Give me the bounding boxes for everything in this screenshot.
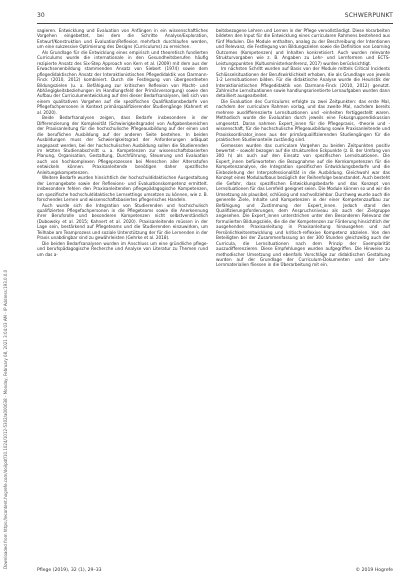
paragraph: Gemessen wurden das curriculare Vorgehen zu beiden Zeitpunkten positiv bewertet – sowohl bezogen auf die strukturellen Eckpunkte (z. B. der Umfang von 300 h) als auch auf den Einsatz von spezifischen Lernsituationen. Die Expert_innen befürworteten die Bezugnahme auf die Kernkompetenzen für die Kompetenzanalyse, die Integration spezifischen Entwicklungsbedarfe und die Einbeziehung der Interprofessionalität in die Ausbildung. Gleichwohl war das Konzept eines Modulaufbaus bezüglich der Reihenfolge beanstandet. Auch besteht die Gefahr, dass spezifischen Entwicklungsbedarfe und das Konzept von Lernsituationen für das Lernfeld geeignet seien. Die Module können so und wir die Umsetzung als plausibel, schlüssig und nachvollziehbar. Durchweg wurde auch die generelle Ziele, Inhalte und Kompetenzen in der einer Kompetenzaufbau zur Befähigung und Zustimmung der Expert_innen. Jedoch stand den Qualifizierungsforderungen, dem Anspruchsniveau als auch der Zielgruppe angesehen. Die Expert_innen unterstrichen unter den Besonderen Relevanz der formulierten Bildungsziele, die die der Kompetenzen zur Förderung hinsichtlich der ausgehenden Praxisanleitung in Praxisanleitung hinausgehen und auf Persönlichkeitsentwicklung und kritisch-reflexive Kompetenz abzielen. Von den Beteiligten bei der Zusammenfassung an der 300 Stunden gleichzeitig auch der Curricula, die Lernsituationen nach dem Prinzip der Exemplarität auszudifferenzieren. Diese Empfehlungen wurden aufgegriffen. Die Hinweise zu methodischer Umsetzung und ebenfalls Vorschläge zur didaktischen Gestaltung wurden auf der Grundlage der Curriculum-Dokumenten und der Lehr-Lernmaterialien fliessen in die Überarbeitung mit ein. <box>216 142 390 268</box>
right-column <box>216 28 390 268</box>
paragraph: Auch wurde sich die Integration von Studierenden und hochschulisch qualifizierten Pflegefachpersonen in die Pflegeteams sowie die Anerkennung ihrer Berufsrolle und besonderen Kompetenzen nicht selbstverständlich (Dubowsky et al. 2015; Kahnert et al. 2020). Praxisanleitende müssen in der Lage sein, bestärkend auf Pflegeteams und die Studierenden einzuwirken, um Teilhabe am Teamprozess und soziale Unterstützung der für die Lernenden in der Praxis unabdingbar sind zu gewährleisten (Gehrke et al. 2018). <box>37 202 208 241</box>
paragraph: Beide Bedarfsanalysen zeigen, dass Bedarfe insbesondere in der Differenzierung der Komplexität (Schwierigkeitsgrade) von Aufgabenbereichen der Praxisanleitung für die hochschulische Pflegeausbildung auf der einen und die beruflichen Ausbildung auf der anderen Seite bestehen. In beiden Ausbildungen muss der Schwierigkeitsgrad der Anforderungen adäquat angepasst werden, bei der hochschulischen Ausbildung sollen die Studierenden im letzten Studienabschnitt u. a. Kompetenzen zur wissenschaftsbasierten Planung, Organisation, Gestaltung, Durchführung, Steuerung und Evaluation auch von hochkomplexen Pflegeprozessen bei Menschen aller Altersstufen entwickeln können. Praxisanleitende benötigen daher spezifische Anleitungskompetenzen. <box>37 115 208 175</box>
journal-citation: Pflege (2019), 32 (1), 29–33 <box>37 568 102 573</box>
paragraph: Als Grundlage für die Entwicklung eines empirisch und theoretisch fundierten Curriculums wurde die internationale in den Gesundheitsberufen häufig rezipierte Ansatz des Six-Step Approach von Kern et al. (2009) mit dem aus der Erwachsenenbildung stammenden Ansatz von Siebert (1974) sowie dem pflegedidaktischen Ansatz der Interaktionistischen Pflegedidaktik von Darmann-Finck (2010, 2012) kombiniert. Durch die Festlegung von übergeordneten Bildungszielen (u. a. Befähigung zur kritischen Reflexion von Macht- und Abhängigkeitsbeziehungen im Handlungsfeld der Primärversorgung) sowie den Aufbau der Curriculumentwicklung auf drei dieser Bedarfsanalysen, ließ sich von einem qualitativen Vorgehen auf die spezifischen Qualifikationsbedarfe von Pflegefachpersonen in Kontext primärqualifizierender Studiengänge (Kahnert et al. 2020). <box>37 49 208 115</box>
paragraph: Die Evaluation des Curriculums erfolgte zu zwei Zeitpunkten: das erste Mal, nachdem der curriculare Rahmen vorlag, und das zweite Mal, nachdem bereits mehrere ausdifferenzierte Lernsituationen und -einheiten fertiggestellt waren. Methodisch wurde die Evaluation durch jeweils eine Fokusgruppendiskussion umgesetzt. Daran nahmen Expert_innen für die Pflegepraxis, -theorie und -wissenschaft, für die hochschulische Pflegeausbildung sowie Praxisanleitende und Praxiskoordinator_innen aus der primärqualifizierenden Studiengängen für die praktischen Studienanteile zuständig sind. <box>216 98 390 143</box>
left-column <box>37 28 208 257</box>
page-number: 30 <box>37 12 45 19</box>
paragraph: Die beiden Bedarfsanalysen wurden im Anschluss um eine gründliche pflege- und berufspädagogische Recherche und Analyse von Literatur zu Themen rund um das a- <box>37 240 208 257</box>
paragraph: beitsbezogene Lehren und Lernen in der Pflege vervollständigt. Diese Vorarbeiten bildeten den Input für die Entwicklung eines curricularen Rahmens bestehend aus fünf Modulen. Die Module enthalten, analog zu der Beschreibung der Intentionen und Relevanz, die Festlegung von Bildungszielen sowie die Definition von Learning Outcomes (Kompetenzen) und Inhalten konkretisiert. Auch wurden relevante Strukturvorgaben wie z. B. Angaben zu Lehr- und Lernformen und ECTS-Leistungspunkten (Kultusministerkonferenz, 2017) wurden berücksichtigt. <box>216 28 390 66</box>
copyright-notice: © 2019 Hogrefe <box>355 568 393 573</box>
download-notice-text: Downloaded from https://econtent.hogrefe.com/doi/pdf/10.1024/1012-5302/a000638 - Monday, February 08, 2021 3:04:03 AM - IP Address:193.0.0.0 <box>3 269 8 569</box>
paragraph: Im nächsten Schritt wurden auf Basis von der Module mittels Critical Incidents Schlüsselsituationen der Berufswirklichkeit erhoben, die als Grundlage von jeweils 1-2 Lernsituationen bilden. Für die didaktische Analyse wurde die Heuristik der Interaktionistischen Pflegedidaktik von Darmann-Finck (2010, 2012) genutzt. Zahlreiche Lernsituationen sowie handlungsorientierte Lernaufgaben wurden dann detailliert ausgearbeitet. <box>216 66 390 99</box>
header-divider <box>37 23 393 24</box>
paragraph: Weitere Bedarfe wurden hinsichtlich der hochschuldidaktischen Ausgestaltung der Lernangebote sowie der Reflexions- und Evaluationskompetenz ermittelt. Insbesondere fehlen den Praxisanleitenden pflegepädagogische Kompetenzen, um spezifische hochschuldidaktische Lernsettings umsetzen zu können, wie z. B. forschendes Lernen und wissenschaftsbasiertes pflegerisches Handeln. <box>37 175 208 203</box>
paragraph: sagieren. Entwicklung und Evaluation von Anfängen in ein wissenschaftliches Vorgehen eingebettet, bei dem die Schritte Analyse/Exploration, Entwurf/Konstruktion und Evaluation/Reflexion mehrfach durchlaufen werden, um eine sukzessive Optimierung des Designs (Curriculums) zu erreichen. <box>37 28 208 50</box>
download-side-note <box>3 14 11 574</box>
page-header <box>37 10 393 22</box>
running-head: SCHWERPUNKT <box>344 12 393 19</box>
